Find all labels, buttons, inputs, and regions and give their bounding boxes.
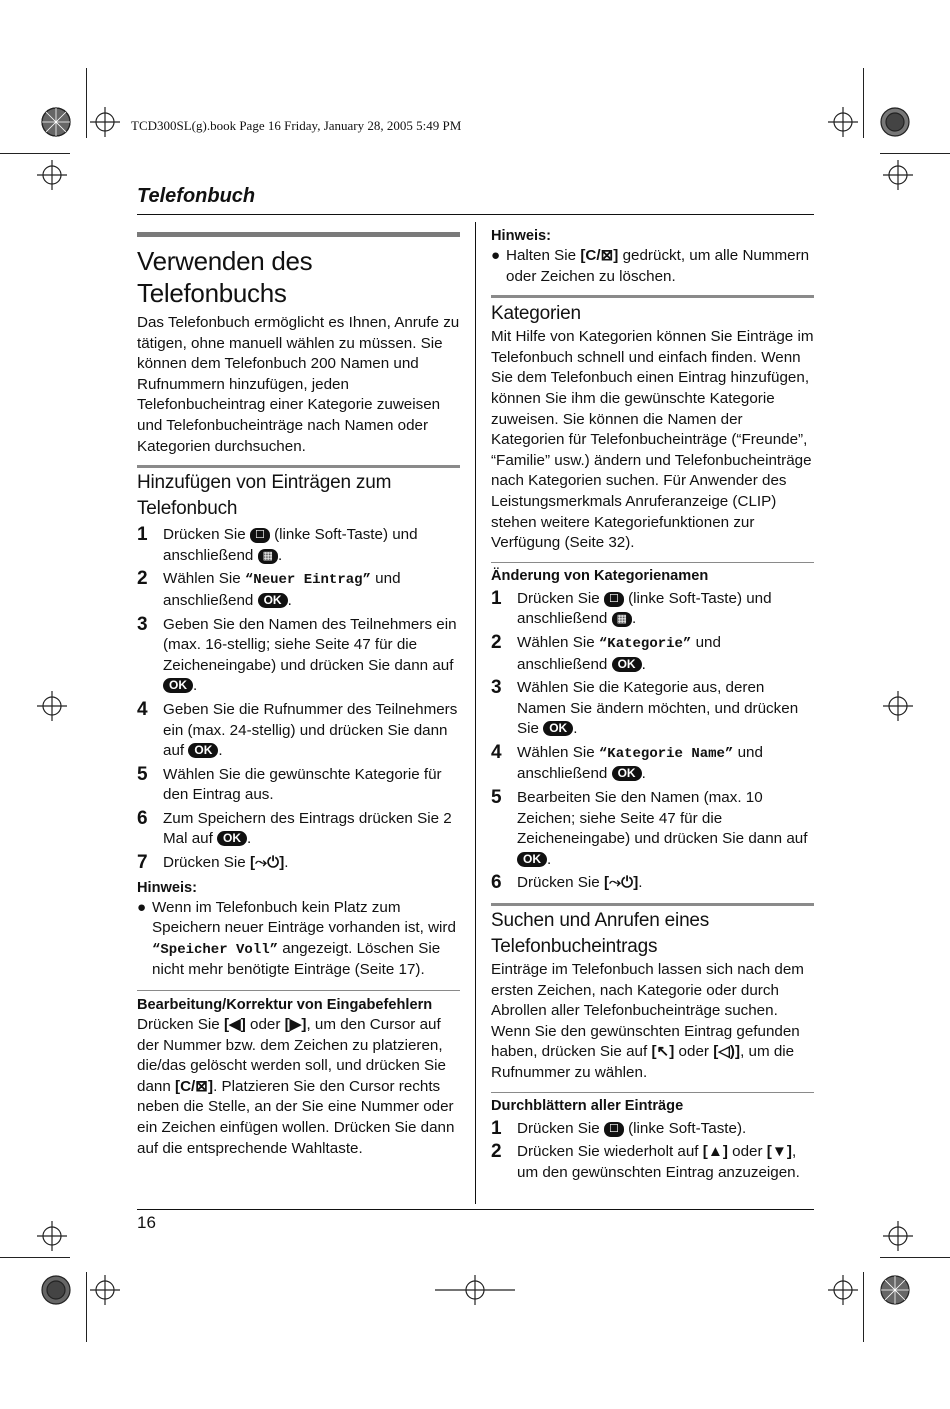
step-4: 4 Wählen Sie “Kategorie Name” und anschließend OK .	[491, 741, 763, 783]
step-2: 2 Drücken Sie wiederholt auf [▲] oder [▼], um den gewünschten Eintrag anzuzeigen.	[491, 1141, 800, 1181]
step-3: 3 Wählen Sie die Kategorie aus, deren Namen Sie ändern möchten, und drücken Sie OK .	[491, 677, 799, 738]
speaker-key-icon: [◁)]	[713, 1043, 741, 1061]
kategorien-text: Mit Hilfe von Kategorien können Sie Einträge im Telefonbuch schnell und einfach finden. Wenn Sie dem Telefonbuch einen Eintrag hinzufügen, können Sie ihm die gewünschte Kategorie zuweisen. Sie können die Namen der Kategorien für Telefonbucheinträge (“Freunde”, “Familie” usw.) ändern und Telefonbucheinträge nach Kategorien suchen. Für Anwender des Leistungsmerkmals Anruferanzeige (CLIP) stehen weitere Kategoriefunktionen zur Verfügung (Seite 32).	[491, 328, 814, 552]
section-rule	[491, 562, 814, 563]
clear-key-icon: [C/⊠]	[580, 247, 619, 264]
running-head: Telefonbuch	[137, 185, 256, 207]
hinweis-label: Hinweis:	[137, 879, 198, 896]
right-column	[491, 226, 814, 1183]
step-2: 2 Wählen Sie “Kategorie” und anschließend OK .	[491, 631, 721, 673]
step-1: 1 Drücken Sie ☐ (linke Soft-Taste) und anschließend ▦ .	[491, 587, 772, 628]
step-6: 6 Zum Speichern des Eintrags drücken Sie 2 Mal auf OK .	[137, 807, 452, 848]
hinweis-label: Hinweis:	[491, 228, 552, 244]
heading-durchblaettern: Durchblättern aller Einträge	[491, 1097, 684, 1114]
heading-kategorien: Kategorien	[491, 303, 581, 325]
page-title: Verwenden des Telefonbuchs	[137, 246, 313, 308]
step-1: 1 Drücken Sie ☐ (linke Soft-Taste).	[491, 1117, 747, 1139]
left-column	[137, 232, 460, 1159]
page-number: 16	[137, 1213, 156, 1232]
ok-key-icon: OK	[612, 657, 642, 672]
ok-key-icon: OK	[258, 593, 288, 608]
down-key-icon: [▼]	[766, 1143, 792, 1161]
step-5: 5 Bearbeiten Sie den Namen (max. 10 Zeichen; siehe Seite 47 für die Zeicheneingabe) und drücken Sie dann auf OK .	[491, 787, 808, 868]
phonebook-key-icon: ☐	[250, 528, 270, 543]
printer-header: TCD300SL(g).book Page 16 Friday, January 28, 2005 5:49 PM	[131, 118, 462, 133]
heading-add-entries: Hinzufügen von Einträgen zum Telefonbuch	[137, 472, 392, 520]
ok-key-icon: OK	[612, 766, 642, 781]
ok-key-icon: OK	[543, 721, 573, 736]
section-rule	[491, 1092, 814, 1093]
heading-suchen: Suchen und Anrufen eines Telefonbucheintrags	[491, 910, 710, 958]
heading-aenderung: Änderung von Kategorienamen	[491, 567, 709, 584]
section-bar	[491, 295, 814, 298]
step-1: 1 Drücken Sie ☐ (linke Soft-Taste) und anschließend ▦ .	[137, 524, 418, 564]
menu-key-icon: ▦	[258, 549, 278, 564]
off-key-icon: [⤳⏻]	[249, 854, 285, 872]
talk-key-icon: [↖]	[651, 1043, 675, 1061]
section-rule	[137, 990, 460, 991]
header-rule	[137, 214, 814, 215]
heading-edit: Bearbeitung/Korrektur von Eingabefehlern	[137, 997, 433, 1014]
step-4: 4 Geben Sie die Rufnummer des Teilnehmers ein (max. 24-stellig) und drücken Sie dann auf OK .	[137, 698, 458, 760]
up-key-icon: [▲]	[702, 1143, 728, 1161]
title-bar	[137, 232, 460, 237]
step-2: 2 Wählen Sie “Neuer Eintrag” und anschließend OK .	[137, 568, 401, 609]
step-5: 5 Wählen Sie die gewünschte Kategorie für den Eintrag aus.	[137, 763, 442, 804]
step-7: 7 Drücken Sie [⤳⏻].	[137, 852, 289, 874]
ok-key-icon: OK	[517, 852, 547, 867]
note-item: ● Halten Sie [C/⊠] gedrückt, um alle Nummern oder Zeichen zu löschen.	[491, 247, 810, 285]
step-3: 3 Geben Sie den Namen des Teilnehmers ein (max. 16-stellig; siehe Seite 47 für die Zeicheneingabe) und drücken Sie dann auf OK .	[137, 613, 457, 695]
ok-key-icon: OK	[188, 743, 218, 758]
off-key-icon: [⤳⏻]	[603, 874, 639, 892]
intro-text: Das Telefonbuch ermöglicht es Ihnen, Anrufe zu tätigen, ohne manuell wählen zu müssen. Sie können dem Telefonbuch 200 Namen und Rufnummern hinzufügen, jeden Telefonbucheintrag einer Kategorie zuweisen und Telefonbucheinträge nach Namen oder Kategorien durchsuchen.	[137, 314, 460, 455]
step-6: 6 Drücken Sie [⤳⏻].	[491, 872, 643, 894]
edit-text: Drücken Sie [◀] oder [▶], um den Cursor auf der Nummer bzw. dem Zeichen zu platzieren, die/das gelöscht werden soll, und drücken Sie dann [C/⊠]. Platzieren Sie den Cursor rechts neben die Stelle, an der Sie eine Nummer oder ein Zeichen einfügen wollen. Drücken Sie dann auf die entsprechende Wahltaste.	[137, 1016, 455, 1157]
section-bar	[491, 903, 814, 906]
phonebook-key-icon: ☐	[604, 592, 624, 607]
ok-key-icon: OK	[217, 831, 247, 846]
suchen-text: Einträge im Telefonbuch lassen sich nach dem ersten Zeichen, nach Kategorie oder durch Abrollen aller Telefonbucheinträge suchen. Wenn Sie den gewünschten Eintrag gefunden haben, drücken Sie auf [↖] oder [◁)], um die Rufnummer zu wählen.	[491, 961, 804, 1081]
section-bar	[137, 465, 460, 468]
phonebook-key-icon: ☐	[604, 1122, 624, 1137]
footer-rule	[137, 1209, 814, 1210]
note-item: ● Wenn im Telefonbuch kein Platz zum Speichern neuer Einträge vorhanden ist, wird “Speicher Voll” angezeigt. Löschen Sie nicht mehr benötigte Einträge (Seite 17).	[137, 898, 456, 979]
column-divider	[475, 222, 476, 1204]
ok-key-icon: OK	[163, 678, 193, 693]
menu-key-icon: ▦	[612, 612, 632, 627]
clear-key-icon: [C/⊠]	[175, 1077, 214, 1095]
